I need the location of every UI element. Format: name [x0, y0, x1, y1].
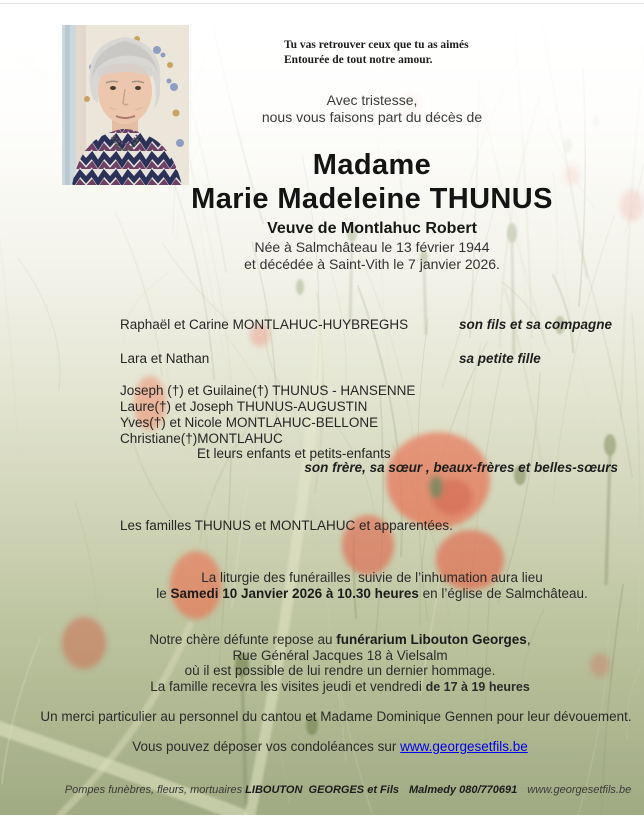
condolences-website-link[interactable]: www.georgesetfils.be: [400, 739, 528, 754]
quote-line-2: Entourée de tout notre amour.: [284, 54, 433, 66]
repose-line-3: où il est possible de lui rendre un dernier hommage.: [184, 663, 496, 678]
family-row: [120, 351, 644, 366]
birth-line: Née à Salmchâteau le 13 février 1944: [254, 239, 490, 255]
relative-line: Laure(†) et Joseph THUNUS-AUGUSTIN: [120, 399, 368, 414]
family-names: Raphaël et Carine MONTLAHUC-HUYBREGHS: [120, 317, 409, 332]
footer-company: LIBOUTON GEORGES et Fils: [245, 784, 399, 796]
footer-contact: Malmedy 080/770691: [409, 784, 518, 796]
family-names: Lara et Nathan: [120, 351, 210, 366]
funeral-home-name: funérarium Libouton Georges: [336, 632, 527, 647]
thanks-line: Un merci particulier au personnel du cantou et Madame Dominique Gennen pour leur dévouement.: [40, 709, 632, 724]
ceremony-datetime: Samedi 10 Janvier 2026 à 10.30 heures: [170, 586, 419, 601]
family-relation: sa petite fille: [459, 351, 541, 366]
families-note: Les familles THUNUS et MONTLAHUC et apparentées.: [120, 518, 453, 533]
relative-line: Joseph (†) et Guilaine(†) THUNUS - HANSENNE: [120, 383, 416, 398]
intro-line-1: Avec tristesse,: [326, 92, 418, 108]
relative-line: Christiane(†)MONTLAHUC: [120, 431, 283, 446]
repose-address: Rue Général Jacques 18 à Vielsalm: [232, 647, 448, 663]
footer-prefix: Pompes funèbres, fleurs, mortuaires: [64, 784, 243, 796]
deceased-title: Madame: [312, 149, 432, 181]
birth-death-block: [100, 239, 644, 272]
ceremony-block: [100, 570, 644, 602]
visit-hours: de 17 à 19 heures: [425, 679, 530, 694]
opening-quote: [284, 38, 469, 68]
visit-hours-line: La famille recevra les visites jeudi et vendredi de 17 à 19 heures: [150, 678, 530, 694]
repose-block: [54, 632, 626, 695]
top-divider: [0, 3, 644, 4]
deceased-relatives-list: [120, 383, 415, 447]
deceased-name: Marie Madeleine THUNUS: [191, 183, 553, 215]
siblings-note: son frère, sa sœur , beaux-frères et belles-sœurs: [304, 460, 618, 475]
repose-line-1: Notre chère défunte repose au funérarium Libouton Georges,: [149, 632, 531, 647]
family-row: [120, 317, 644, 332]
condolences-line: Vous pouvez déposer vos condoléances sur www.georgesetfils.be: [132, 739, 528, 754]
family-relation: son fils et sa compagne: [459, 317, 613, 332]
intro-line-2: nous vous faisons part du décès de: [261, 109, 483, 125]
relative-line: Yves(†) et Nicole MONTLAHUC-BELLONE: [120, 415, 379, 430]
deceased-title-block: [100, 148, 644, 216]
children-note: Et leurs enfants et petits-enfants: [197, 446, 391, 461]
death-line: et décédée à Saint-Vith le 7 janvier 2026.: [244, 255, 500, 272]
widow-of-line: Veuve de Montlahuc Robert: [267, 220, 477, 237]
announcement-intro: [100, 92, 644, 126]
footer-line: [60, 784, 636, 797]
footer-website: www.georgesetfils.be: [527, 784, 632, 796]
ceremony-line-1: La liturgie des funérailles suivie de l’inhumation aura lieu: [201, 570, 543, 585]
ceremony-line-2: le Samedi 10 Janvier 2026 à 10.30 heures en l’église de Salmchâteau.: [156, 586, 588, 601]
quote-line-1: Tu vas retrouver ceux que tu as aimés: [284, 39, 469, 51]
